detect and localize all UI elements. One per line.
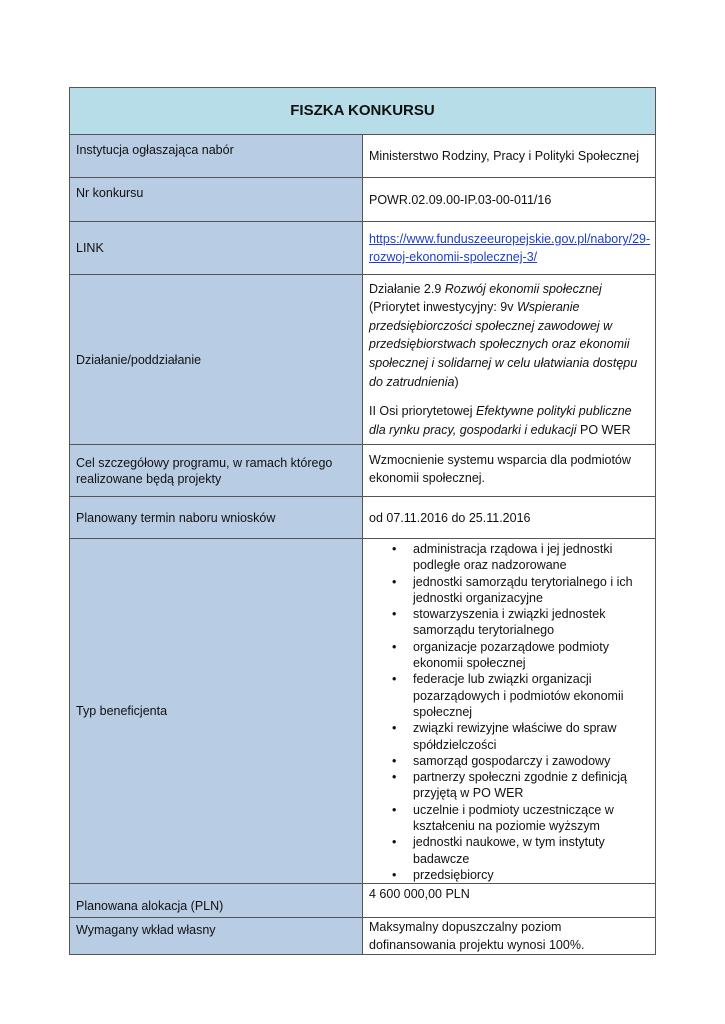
link-label: LINK xyxy=(70,222,363,275)
term-value: od 07.11.2016 do 25.11.2016 xyxy=(363,497,656,539)
list-item: • jednostki samorządu terytorialnego i ich jednostki organizacyjne xyxy=(413,574,649,607)
list-item: • organizacje pozarządowe podmioty ekonomii społecznej xyxy=(413,639,649,672)
contest-link[interactable]: https://www.funduszeeuropejskie.gov.pl/nabory/29-rozwoj-ekonomii-spolecznej-3/ xyxy=(369,232,651,264)
row-contest-number xyxy=(70,178,656,222)
row-objective xyxy=(70,445,656,497)
institution-label: Instytucja ogłaszająca nabór xyxy=(70,135,363,178)
row-allocation xyxy=(70,884,656,918)
action-label: Działanie/poddziałanie xyxy=(70,275,363,445)
list-item: • federacje lub związki organizacji pozarządowych i podmiotów ekonomii społecznej xyxy=(413,671,649,720)
axis-title: Efektywne polityki publiczne dla rynku pracy, gospodarki i edukacji xyxy=(369,404,632,437)
term-label: Planowany termin naboru wniosków xyxy=(70,497,363,539)
row-beneficiary xyxy=(70,539,656,884)
contribution-value: Maksymalny dopuszczalny poziom dofinansowania projektu wynosi 100%. xyxy=(363,918,656,955)
contest-number-label: Nr konkursu xyxy=(70,178,363,222)
beneficiary-value xyxy=(363,539,656,884)
action-value xyxy=(363,275,656,445)
action-paragraph-2 xyxy=(369,402,649,439)
allocation-value: 4 600 000,00 PLN xyxy=(363,884,656,918)
row-institution xyxy=(70,135,656,178)
row-term xyxy=(70,497,656,539)
action-text: ) xyxy=(454,374,459,389)
action-text: Działanie 2.9 xyxy=(369,281,445,296)
link-cell xyxy=(363,222,656,275)
allocation-label: Planowana alokacja (PLN) xyxy=(70,884,363,918)
priority-title: Wspieranie przedsiębiorczości społecznej zawodowej w przedsiębiorstwach społecznych oraz ekonomii społecznej i solidarnej w celu ułatwiania dostępu do zatrudnienia xyxy=(369,300,638,389)
list-item: • samorząd gospodarczy i zawodowy xyxy=(413,753,649,769)
institution-value: Ministerstwo Rodziny, Pracy i Polityki Społecznej xyxy=(363,135,656,178)
title-row xyxy=(70,88,656,135)
contest-table xyxy=(69,87,656,955)
list-item: • jednostki naukowe, w tym instytuty badawcze xyxy=(413,834,649,867)
row-contribution xyxy=(70,918,656,955)
axis-text: II Osi priorytetowej xyxy=(369,404,476,419)
beneficiary-list xyxy=(369,541,649,883)
contest-sheet xyxy=(69,87,656,955)
sheet-title: FISZKA KONKURSU xyxy=(70,88,656,135)
axis-text: PO WER xyxy=(576,422,631,437)
list-item: • przedsiębiorcy xyxy=(413,867,649,883)
row-action xyxy=(70,275,656,445)
list-item: • partnerzy społeczni zgodnie z definicją przyjętą w PO WER xyxy=(413,769,649,802)
row-link xyxy=(70,222,656,275)
list-item: • stowarzyszenia i związki jednostek samorządu terytorialnego xyxy=(413,606,649,639)
objective-label: Cel szczegółowy programu, w ramach którego realizowane będą projekty xyxy=(70,445,363,497)
action-paragraph-1 xyxy=(369,280,649,392)
list-item: • uczelnie i podmioty uczestniczące w kształceniu na poziomie wyższym xyxy=(413,802,649,835)
list-item: • związki rewizyjne właściwe do spraw spółdzielczości xyxy=(413,720,649,753)
contest-number-value: POWR.02.09.00-IP.03-00-011/16 xyxy=(363,178,656,222)
beneficiary-label: Typ beneficjenta xyxy=(70,539,363,884)
contribution-label: Wymagany wkład własny xyxy=(70,918,363,955)
list-item: • administracja rządowa i jej jednostki podległe oraz nadzorowane xyxy=(413,541,649,574)
action-title: Rozwój ekonomii społecznej xyxy=(444,281,602,296)
action-text: (Priorytet inwestycyjny: 9v xyxy=(369,300,517,315)
objective-value: Wzmocnienie systemu wsparcia dla podmiotów ekonomii społecznej. xyxy=(363,445,656,497)
